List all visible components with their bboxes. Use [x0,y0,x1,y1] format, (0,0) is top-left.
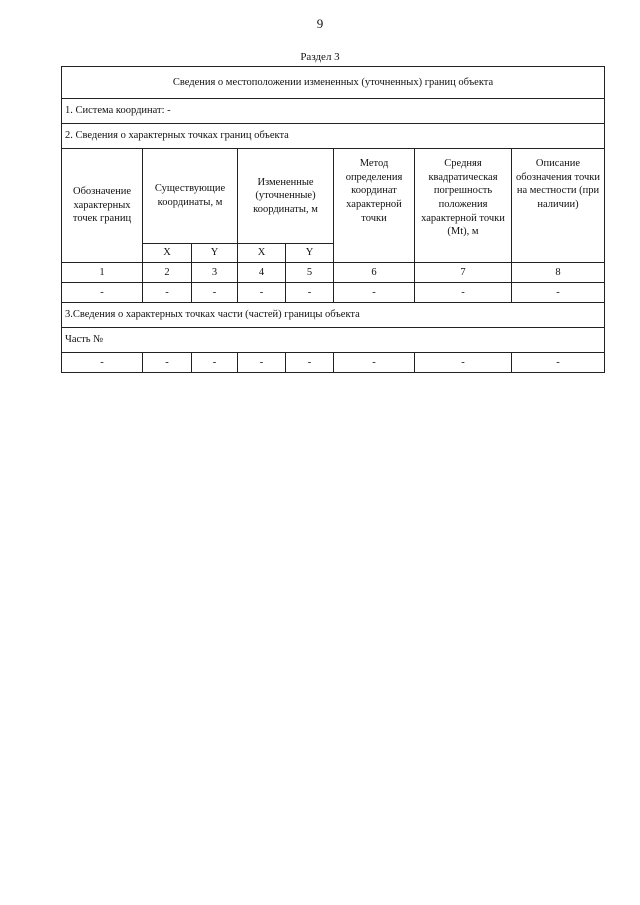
header-mean-square-error: Средняя квадратическая погрешность положения характерной точки (Mt), м [415,149,512,263]
column-number: 6 [334,263,415,283]
table-row [62,283,605,303]
section-title: Раздел 3 [300,51,340,63]
column-number: 3 [192,263,238,283]
header-point-description: Описание обозначения точки на местности (при наличии) [512,149,605,263]
section3-label-row: 3.Сведения о характерных точках части (частей) границы объекта [62,303,605,328]
column-number: 4 [238,263,286,283]
table-cell: - [62,283,143,303]
table-cell: - [512,353,605,373]
column-number: 8 [512,263,605,283]
part-number-row: Часть № [62,328,605,353]
column-number: 1 [62,263,143,283]
table-cell: - [512,283,605,303]
table-cell: - [415,353,512,373]
table-cell: - [286,283,334,303]
table-cell: - [192,353,238,373]
page-number: 9 [316,16,324,31]
header-method: Метод определения координат характерной точки [334,149,415,263]
table-title: Сведения о местоположении измененных (уточненных) границ объекта [62,67,605,99]
table-cell: - [238,353,286,373]
table-cell: - [238,283,286,303]
table-cell: - [286,353,334,373]
coordinate-system-row: 1. Система координат: - [62,99,605,124]
boundary-points-table [61,66,605,373]
table-cell: - [62,353,143,373]
header-changed-y: Y [286,244,334,263]
header-changed-x: X [238,244,286,263]
table-cell: - [143,283,192,303]
header-changed-coordinates: Измененные (уточненные) координаты, м [238,149,334,244]
header-existing-x: X [143,244,192,263]
table-cell: - [334,353,415,373]
table-row [62,353,605,373]
column-number: 7 [415,263,512,283]
table-cell: - [143,353,192,373]
table-cell: - [334,283,415,303]
table-cell: - [415,283,512,303]
header-existing-coordinates: Существующие координаты, м [143,149,238,244]
section2-label-row: 2. Сведения о характерных точках границ объекта [62,124,605,149]
column-number: 5 [286,263,334,283]
header-existing-y: Y [192,244,238,263]
column-numbers-row [62,263,605,283]
header-point-designation: Обозначение характерных точек границ [62,149,143,263]
column-number: 2 [143,263,192,283]
table-cell: - [192,283,238,303]
